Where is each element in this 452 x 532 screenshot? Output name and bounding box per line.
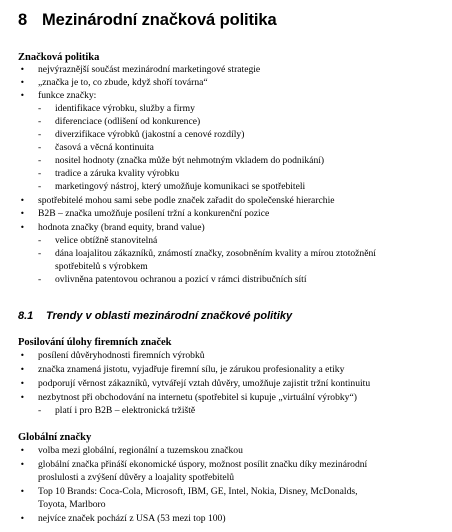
sub-list-item: diferenciace (odlišení od konkurence) [55,116,201,127]
bullet-icon: • [20,209,25,218]
list-item: globální značka přináší ekonomické úspory, možnost posílit značku díky mezinárodní [38,459,368,470]
list-item: nezbytnost při obchodování na internetu (spotřebitel si kupuje „virtuální výrobky“) [38,392,357,403]
section-heading-globalni: Globální značky [18,432,92,443]
sub-list-item: ovlivněna patentovou ochranou a pozicí v rámci distribučních sítí [55,274,307,285]
dash-icon: - [38,116,42,127]
bullet-icon: • [20,514,25,523]
bullet-icon: • [20,196,25,205]
dash-icon: - [38,155,42,166]
dash-icon: - [38,235,42,246]
list-item: nejvíce značek pochází z USA (53 mezi top 100) [38,513,226,524]
dash-icon: - [38,168,42,179]
dash-icon: - [38,142,42,153]
list-item: funkce značky: [38,90,97,101]
subchapter-heading [18,310,292,322]
list-item: Top 10 Brands: Coca-Cola, Microsoft, IBM, GE, Intel, Nokia, Disney, McDonalds, [38,486,358,497]
list-item: B2B – značka umožňuje posílení tržní a konkurenční pozice [38,208,270,219]
dash-icon: - [38,103,42,114]
sub-list-item: časová a věcná kontinuita [55,142,154,153]
bullet-icon: • [20,365,25,374]
subchapter-title: Trendy v oblasti mezinárodní značkové politiky [46,310,293,322]
sub-list-item: platí i pro B2B – elektronická tržiště [55,405,196,416]
sub-list-item: nositel hodnoty (značka může být nehmotným vkladem do podnikání) [55,155,325,166]
list-item: hodnota značky (brand equity, brand value) [38,222,205,233]
section-heading-posilovani: Posilování úlohy firemních značek [18,337,172,348]
bullet-icon: • [20,223,25,232]
list-item-continuation: Toyota, Marlboro [38,499,106,510]
chapter-number: 8 [18,11,28,29]
chapter-heading [18,11,277,30]
list-item: podporují věrnost zákazníků, vytvářejí vztah důvěry, umožňuje zajistit tržní kontinuitu [38,378,371,389]
bullet-icon: • [20,446,25,455]
sub-list-item-continuation: spotřebitelů s výrobkem [55,261,148,272]
bullet-icon: • [20,393,25,402]
list-item: značka znamená jistotu, vyjadřuje firemní sílu, je zárukou profesionality a etiky [38,364,345,375]
sub-list-item: velice obtížně stanovitelná [55,235,158,246]
list-item: posílení důvěryhodnosti firemních výrobků [38,350,205,361]
dash-icon: - [38,405,42,416]
list-item-continuation: proslulosti a zvýšení důvěry a loajality spotřebitelů [38,472,235,483]
subchapter-number: 8.1 [18,310,34,322]
list-item: spotřebitelé mohou sami sebe podle značek zařadit do společenské hierarchie [38,195,335,206]
dash-icon: - [38,129,42,140]
list-item: „značka je to, co zbude, když shoří továrna“ [38,77,208,88]
sub-list-item: diverzifikace výrobků (jakostní a cenové rozdíly) [55,129,245,140]
dash-icon: - [38,274,42,285]
chapter-title: Mezinárodní značková politika [42,11,277,29]
bullet-icon: • [20,65,25,74]
bullet-icon: • [20,379,25,388]
section-heading-znackova-politika: Značková politika [18,52,100,63]
bullet-icon: • [20,91,25,100]
bullet-icon: • [20,460,25,469]
list-item: nejvýraznější součást mezinárodní marketingové strategie [38,64,261,75]
dash-icon: - [38,248,42,259]
sub-list-item: tradice a záruka kvality výrobku [55,168,180,179]
bullet-icon: • [20,78,25,87]
bullet-icon: • [20,487,25,496]
sub-list-item: marketingový nástroj, který umožňuje komunikaci se spotřebiteli [55,181,306,192]
sub-list-item: identifikace výrobku, služby a firmy [55,103,195,114]
list-item: volba mezi globální, regionální a tuzemskou značkou [38,445,243,456]
sub-list-item: dána loajalitou zákazníků, známostí značky, zosobněním kvality a mírou ztotožnění [55,248,376,259]
bullet-icon: • [20,351,25,360]
dash-icon: - [38,181,42,192]
